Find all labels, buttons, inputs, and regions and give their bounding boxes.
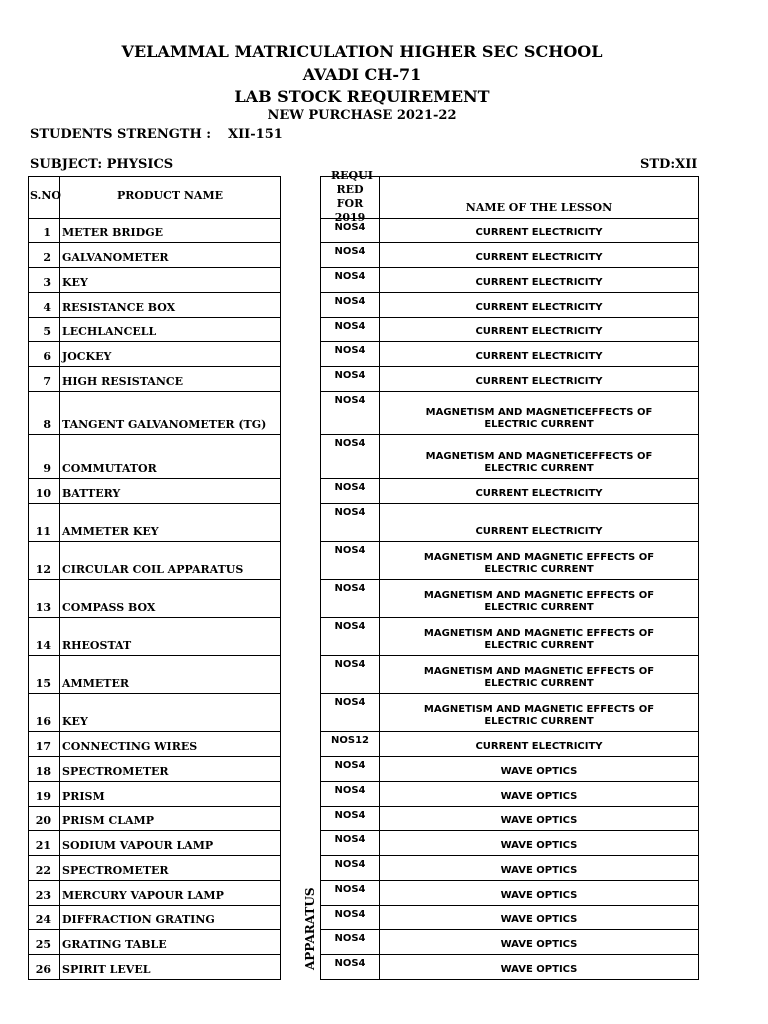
row-product-name: GALVANOMETER <box>62 251 169 264</box>
row-quantity: NOS4 <box>334 395 366 406</box>
row-quantity: NOS4 <box>334 370 366 381</box>
row-quantity: NOS4 <box>334 246 366 257</box>
table-row <box>321 955 699 980</box>
row-quantity: NOS4 <box>334 507 366 518</box>
table-row <box>321 219 699 243</box>
row-sno: 7 <box>43 375 51 388</box>
row-lesson: WAVE OPTICS <box>500 865 578 876</box>
row-quantity: NOS4 <box>334 909 366 920</box>
row-sno: 22 <box>35 864 51 877</box>
row-product-name: JOCKEY <box>62 350 112 363</box>
row-lesson: CURRENT ELECTRICITY <box>475 526 603 537</box>
row-sno: 23 <box>35 889 51 902</box>
lesson-header: NAME OF THE LESSON <box>465 201 613 214</box>
table-row <box>321 392 699 435</box>
table-row <box>29 293 281 318</box>
product-table <box>28 176 281 980</box>
requirement-table-header <box>321 169 699 224</box>
row-lesson: CURRENT ELECTRICITY <box>475 376 603 387</box>
table-row <box>321 243 699 268</box>
row-sno: 5 <box>43 325 51 338</box>
row-product-name: MERCURY VAPOUR LAMP <box>62 889 224 902</box>
row-sno: 12 <box>35 563 51 576</box>
row-product-name: GRATING TABLE <box>62 938 167 951</box>
row-sno: 8 <box>43 418 51 431</box>
row-sno: 16 <box>35 715 51 728</box>
table-row <box>321 435 699 479</box>
row-lesson: CURRENT ELECTRICITY <box>475 277 603 288</box>
row-lesson: MAGNETISM AND MAGNETIC EFFECTS OF ELECTRIC CURRENT <box>423 590 655 613</box>
table-row <box>29 504 281 542</box>
row-lesson: CURRENT ELECTRICITY <box>475 741 603 752</box>
row-lesson: WAVE OPTICS <box>500 939 578 950</box>
row-quantity: NOS4 <box>334 834 366 845</box>
row-sno: 26 <box>35 963 51 976</box>
row-sno: 20 <box>35 814 51 827</box>
row-product-name: PRISM CLAMP <box>62 814 154 827</box>
row-product-name: AMMETER <box>62 677 129 690</box>
row-quantity: NOS4 <box>334 222 366 233</box>
row-product-name: AMMETER KEY <box>62 525 159 538</box>
row-lesson: CURRENT ELECTRICITY <box>475 351 603 362</box>
row-lesson: WAVE OPTICS <box>500 791 578 802</box>
school-name: VELAMMAL MATRICULATION HIGHER SEC SCHOOL <box>121 42 603 61</box>
table-row <box>321 807 699 831</box>
table-row <box>29 694 281 732</box>
row-sno: 15 <box>35 677 51 690</box>
row-sno: 9 <box>43 462 51 475</box>
row-product-name: COMMUTATOR <box>62 462 157 475</box>
row-quantity: NOS4 <box>334 271 366 282</box>
row-sno: 1 <box>43 226 51 239</box>
table-row <box>29 268 281 293</box>
table-row <box>29 807 281 831</box>
row-quantity: NOS4 <box>334 785 366 796</box>
row-product-name: LECHLANCELL <box>62 325 157 338</box>
row-product-name: KEY <box>62 715 88 728</box>
row-product-name: RHEOSTAT <box>62 639 132 652</box>
row-quantity: NOS4 <box>334 438 366 449</box>
document-title: LAB STOCK REQUIREMENT <box>234 87 490 106</box>
table-row <box>321 906 699 930</box>
row-product-name: SODIUM VAPOUR LAMP <box>62 839 214 852</box>
table-row <box>321 782 699 807</box>
table-row <box>321 618 699 656</box>
row-product-name: TANGENT GALVANOMETER (TG) <box>62 418 267 431</box>
row-lesson: CURRENT ELECTRICITY <box>475 326 603 337</box>
table-row <box>29 930 281 955</box>
table-row <box>321 342 699 367</box>
table-row <box>321 831 699 856</box>
row-quantity: NOS4 <box>334 482 366 493</box>
row-lesson: MAGNETISM AND MAGNETIC EFFECTS OF ELECTRIC CURRENT <box>423 552 655 575</box>
row-quantity: NOS4 <box>334 810 366 821</box>
table-row <box>29 757 281 782</box>
table-row <box>29 782 281 807</box>
row-lesson: MAGNETISM AND MAGNETIC EFFECTS OF ELECTRIC CURRENT <box>423 704 655 727</box>
table-row <box>321 318 699 342</box>
row-product-name: SPIRIT LEVEL <box>62 963 151 976</box>
row-sno: 21 <box>35 839 51 852</box>
row-product-name: COMPASS BOX <box>62 601 156 614</box>
row-lesson: WAVE OPTICS <box>500 914 578 925</box>
table-row <box>29 342 281 367</box>
product-table-header <box>29 177 281 219</box>
row-lesson: MAGNETISM AND MAGNETICEFFECTS OF ELECTRIC CURRENT <box>425 407 653 430</box>
row-product-name: PRISM <box>62 790 105 803</box>
row-lesson: WAVE OPTICS <box>500 964 578 975</box>
row-quantity: NOS4 <box>334 583 366 594</box>
table-row <box>29 580 281 618</box>
table-row <box>29 318 281 342</box>
table-row <box>29 656 281 694</box>
table-row <box>321 732 699 757</box>
strength-label: STUDENTS STRENGTH : <box>30 127 212 142</box>
table-row <box>29 955 281 980</box>
table-row <box>29 831 281 856</box>
row-lesson: WAVE OPTICS <box>500 766 578 777</box>
row-lesson: MAGNETISM AND MAGNETIC EFFECTS OF ELECTRIC CURRENT <box>423 628 655 651</box>
row-sno: 6 <box>43 350 51 363</box>
row-quantity: NOS4 <box>334 545 366 556</box>
sno-header: S.NO <box>30 189 62 202</box>
table-row <box>29 881 281 906</box>
row-sno: 17 <box>35 740 51 753</box>
row-sno: 24 <box>35 913 51 926</box>
row-sno: 11 <box>35 525 51 538</box>
table-row <box>321 856 699 881</box>
row-product-name: DIFFRACTION GRATING <box>62 913 215 926</box>
table-row <box>321 930 699 955</box>
row-quantity: NOS4 <box>334 659 366 670</box>
row-quantity: NOS4 <box>334 621 366 632</box>
table-row <box>29 243 281 268</box>
required-header: REQUI RED FOR 2019 <box>331 169 373 224</box>
row-quantity: NOS4 <box>334 345 366 356</box>
row-quantity: NOS4 <box>334 884 366 895</box>
row-sno: 3 <box>43 276 51 289</box>
row-product-name: CIRCULAR COIL APPARATUS <box>62 563 244 576</box>
row-sno: 19 <box>35 790 51 803</box>
table-row <box>29 906 281 930</box>
row-product-name: RESISTANCE BOX <box>62 301 176 314</box>
row-quantity: NOS4 <box>334 760 366 771</box>
table-row <box>321 580 699 618</box>
row-lesson: MAGNETISM AND MAGNETIC EFFECTS OF ELECTRIC CURRENT <box>423 666 655 689</box>
row-quantity: NOS4 <box>334 933 366 944</box>
document-subtitle: NEW PURCHASE 2021-22 <box>267 108 457 123</box>
row-sno: 18 <box>35 765 51 778</box>
table-row <box>321 504 699 542</box>
row-product-name: CONNECTING WIRES <box>62 740 198 753</box>
row-quantity: NOS4 <box>334 958 366 969</box>
row-quantity: NOS4 <box>334 697 366 708</box>
school-location: AVADI CH-71 <box>302 65 422 84</box>
row-lesson: CURRENT ELECTRICITY <box>475 302 603 313</box>
table-row <box>29 392 281 435</box>
table-row <box>321 479 699 504</box>
row-lesson: WAVE OPTICS <box>500 890 578 901</box>
row-product-name: SPECTROMETER <box>62 765 169 778</box>
row-product-name: KEY <box>62 276 88 289</box>
row-lesson: WAVE OPTICS <box>500 815 578 826</box>
row-lesson: WAVE OPTICS <box>500 840 578 851</box>
row-lesson: CURRENT ELECTRICITY <box>475 252 603 263</box>
row-quantity: NOS4 <box>334 296 366 307</box>
table-row <box>29 542 281 580</box>
table-row <box>321 881 699 906</box>
row-product-name: METER BRIDGE <box>62 226 164 239</box>
table-row <box>321 656 699 694</box>
strength-value: XII-151 <box>228 127 283 142</box>
row-quantity: NOS12 <box>331 735 369 746</box>
row-lesson: CURRENT ELECTRICITY <box>475 227 603 238</box>
table-row <box>321 367 699 392</box>
table-row <box>321 694 699 732</box>
row-sno: 10 <box>35 487 51 500</box>
row-quantity: NOS4 <box>334 321 366 332</box>
row-quantity: NOS4 <box>334 859 366 870</box>
row-product-name: HIGH RESISTANCE <box>62 375 184 388</box>
subject-label: SUBJECT: PHYSICS <box>30 157 174 172</box>
product-name-header: PRODUCT NAME <box>116 189 224 202</box>
table-row <box>29 856 281 881</box>
row-sno: 13 <box>35 601 51 614</box>
row-lesson: CURRENT ELECTRICITY <box>475 488 603 499</box>
requirement-table <box>320 169 699 980</box>
row-sno: 4 <box>43 301 51 314</box>
row-lesson: MAGNETISM AND MAGNETICEFFECTS OF ELECTRIC CURRENT <box>425 451 653 474</box>
table-row <box>321 268 699 293</box>
apparatus-side-label: APPARATUS <box>303 887 317 970</box>
row-product-name: BATTERY <box>62 487 121 500</box>
table-row <box>29 732 281 757</box>
row-sno: 25 <box>35 938 51 951</box>
table-row <box>321 542 699 580</box>
row-sno: 2 <box>43 251 51 264</box>
table-row <box>29 618 281 656</box>
table-row <box>29 367 281 392</box>
table-row <box>29 435 281 479</box>
table-row <box>321 293 699 318</box>
row-sno: 14 <box>35 639 51 652</box>
row-product-name: SPECTROMETER <box>62 864 169 877</box>
table-row <box>321 757 699 782</box>
table-row <box>29 479 281 504</box>
std-label: STD:XII <box>640 157 698 172</box>
table-row <box>29 219 281 243</box>
